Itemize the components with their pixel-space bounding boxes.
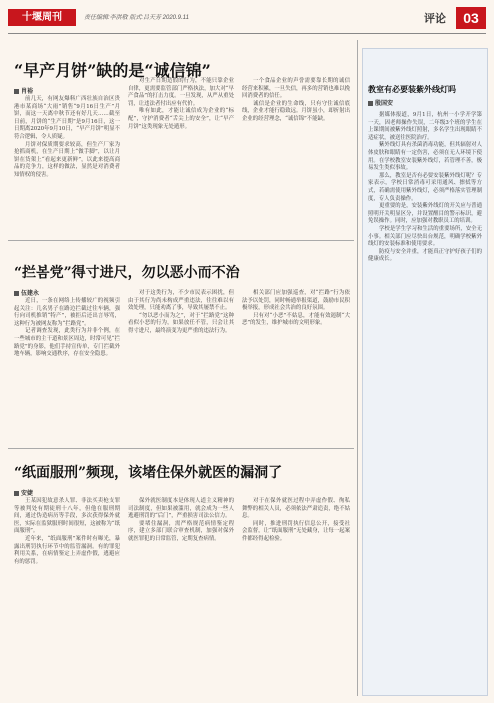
header-rule bbox=[8, 33, 486, 34]
article2-column-2 bbox=[128, 290, 234, 336]
section-title: 评论 bbox=[424, 13, 446, 25]
article2-column-1 bbox=[14, 298, 120, 359]
article2-byline: 伍建永 bbox=[14, 288, 39, 297]
article1-column-2 bbox=[128, 78, 234, 131]
article1-col1-para: 前几天，有网友爆料广西壮族自治区贵港市某商场“大雨”销售“9月16日生产”月饼，而这一天离中秋节还有好几天……截至日前，月饼的“生产日期”是9月16日，这一日期离2020年9月10日，“早产月饼”明显不符合逻辑，令人质疑。 bbox=[14, 96, 120, 140]
sidebar-para: 更重要的是，安装紫外线灯的开关应与普通照明开关明显区分，并设置醒目的警示标识，避免误操作。同时，应加强对教职员工的培训。 bbox=[368, 203, 482, 225]
article1-headline: “早产月饼”缺的是“诚信锦” bbox=[14, 61, 211, 80]
article2-headline: “拦봄党”得寸进尺，勿以恶小而不治 bbox=[14, 265, 240, 281]
article1-column-1 bbox=[14, 96, 120, 180]
article2-col2-para: “勿以恶小而为之”，对于“拦路党”这种看似小恶的行为，如果放任不管，只会让其得寸进尺，最终演变为更严重的违法行为。 bbox=[128, 312, 234, 334]
article2-col1-para: 近日，一条在网络上传播较广的视频引起关注：几名男子在路边拦截过往车辆，强行向司机推销“特产”，被拒后还出言辱骂，这种行为被网友称为“拦路党”。 bbox=[14, 298, 120, 327]
article2-col1-para: 记者调查发现，此类行为并非个例，在一些城市的主干道和景区周边，时常可见“拦路党”的身影，他们手持宣传单，专门拦截外地车辆，影响交通秩序，存在安全隐患。 bbox=[14, 328, 120, 358]
article1-col3-para: 诚信是企业的生命线，只有守住诚信底线，企业才能行稳致远。月饼虽小，却折射出企业的经营理念，“诚信锦”不能缺。 bbox=[242, 100, 350, 122]
article1-col2-para: 唯有如此，才能让诚信成为企业的“标配”，守护消费者“舌尖上的安全”，让“早产月饼”这类现象无处遁形。 bbox=[128, 108, 234, 130]
sidebar-para: 据媒体报道，9月1日，杭州一小学开学第一天，因老师操作失误，二年级3个班的学生在上课期间被紫外线灯照射，多名学生出现眼睛不适症状，被送往医院治疗。 bbox=[368, 112, 482, 141]
article-divider bbox=[8, 240, 354, 241]
article3-col1-para: 王某因犯故意杀人罪、非法买卖枪支罪等被判处有期徒刑十八年，但他在服刑期间，通过伪造病历等手段，多次获得保外就医，实际在监狱服刑时间很短，这被称为“纸面服刑”。 bbox=[14, 498, 120, 535]
sidebar-para: 那么，教室是否有必要安装紫外线灯呢？专家表示，学校日常消毒可采用通风、擦拭等方式，若确需使用紫外线灯，必须严格落实管理制度，专人负责操作。 bbox=[368, 172, 482, 202]
column-divider bbox=[357, 40, 358, 696]
article3-column-1 bbox=[14, 498, 120, 566]
editor-credits: 责任编辑:李洪敬 版式:吕天芳 2020.9.11 bbox=[84, 15, 189, 21]
article-divider bbox=[8, 448, 354, 449]
article3-col3-para: 对于在保外就医过程中弄虚作假、徇私舞弊的相关人员，必须依法严肃追责，绝不姑息。 bbox=[242, 498, 350, 520]
article1-byline: 肖裕 bbox=[14, 86, 33, 95]
sidebar-byline: 殷国安 bbox=[368, 98, 393, 107]
sidebar-para: 紫外线灯具有杀菌消毒功能，但其辐射对人体皮肤和眼睛有一定伤害，必须在无人环境下使用。在学校教室安装紫外线灯，若管理不善，极易发生类似事故。 bbox=[368, 142, 482, 172]
article3-headline: “纸面服刑”频现，该堵住保外就医的漏洞了 bbox=[14, 465, 283, 481]
sidebar-para: 防疫与安全并重，才能真正守护好孩子们的健康成长。 bbox=[368, 248, 482, 263]
article3-column-2 bbox=[128, 498, 234, 544]
article3-column-3 bbox=[242, 498, 350, 544]
masthead: 十堰周刊 bbox=[8, 9, 76, 26]
article3-col3-para: 同时，推进刑罚执行信息公开，接受社会监督，让“纸面服刑”无处藏身，让每一起案件都经得起检验。 bbox=[242, 520, 350, 542]
sidebar-para: 学校是学生学习和生活的重要场所，安全无小事。相关部门应尽快出台规范，明确学校紫外线灯的安装标准和使用要求。 bbox=[368, 225, 482, 248]
article1-col2-para: 对生产日期造假的行为，不能只靠企业自律，更需要监管部门严格执法，加大对“早产食品”的打击力度。一旦发现，从严从重处罚，让违法者付出应有代价。 bbox=[128, 78, 234, 107]
sidebar-body bbox=[368, 112, 482, 264]
article2-col2-para: 对于这类行为，不少市民表示困扰，但由于其行为尚未构成严重违法，往往难以有效处理，只能劝离了事，导致其屡禁不止。 bbox=[128, 290, 234, 312]
article1-col1-para: 月饼对保质期要求较高，但生产厂家为抢抓商机，在生产日期上“做手脚”，以让月饼在货架上“看起来更新鲜”，以此来提高商品的竞争力，这样的做法，显然是对消费者知情权的侵害。 bbox=[14, 141, 120, 178]
article3-byline: 安婕 bbox=[14, 488, 33, 497]
page-header bbox=[0, 0, 494, 34]
article1-col3-para: 一个食品企业的声誉需要靠长期的诚信经营来积累，一旦失信，再多的营销也难以挽回消费者的信任。 bbox=[242, 78, 350, 100]
article2-col3-para: 相关部门应加强巡查，对“拦路”行为依法予以处罚，同时畅通举报渠道，鼓励市民积极举报，形成社会共治的良好氛围。 bbox=[242, 290, 350, 312]
article3-col1-para: 近年来，“纸面服刑”案件时有曝光，暴露出刑罚执行环节中的监管漏洞。有的罪犯利用关系，在病情鉴定上弄虚作假，逃避应有的惩罚。 bbox=[14, 535, 120, 565]
article2-col3-para: 只有对“小恶”不姑息，才能有效遏制“大恶”的发生，维护城市的文明形象。 bbox=[242, 312, 350, 327]
sidebar-headline: 教室有必要装紫外线灯吗 bbox=[368, 84, 456, 94]
page-number: 03 bbox=[456, 7, 486, 29]
article3-col2-para: 保外就医制度本是体现人道主义精神的司法制度，但如果被滥用，就会成为一些人逃避刑罚的“后门”，严重损害司法公信力。 bbox=[128, 498, 234, 520]
article2-column-3 bbox=[242, 290, 350, 328]
article1-column-3 bbox=[242, 78, 350, 124]
article3-col2-para: 要堵住漏洞，需严格规范病情鉴定程序，建立多部门联合审查机制，加强对保外就医罪犯的日常监管，定期复查病情。 bbox=[128, 520, 234, 542]
